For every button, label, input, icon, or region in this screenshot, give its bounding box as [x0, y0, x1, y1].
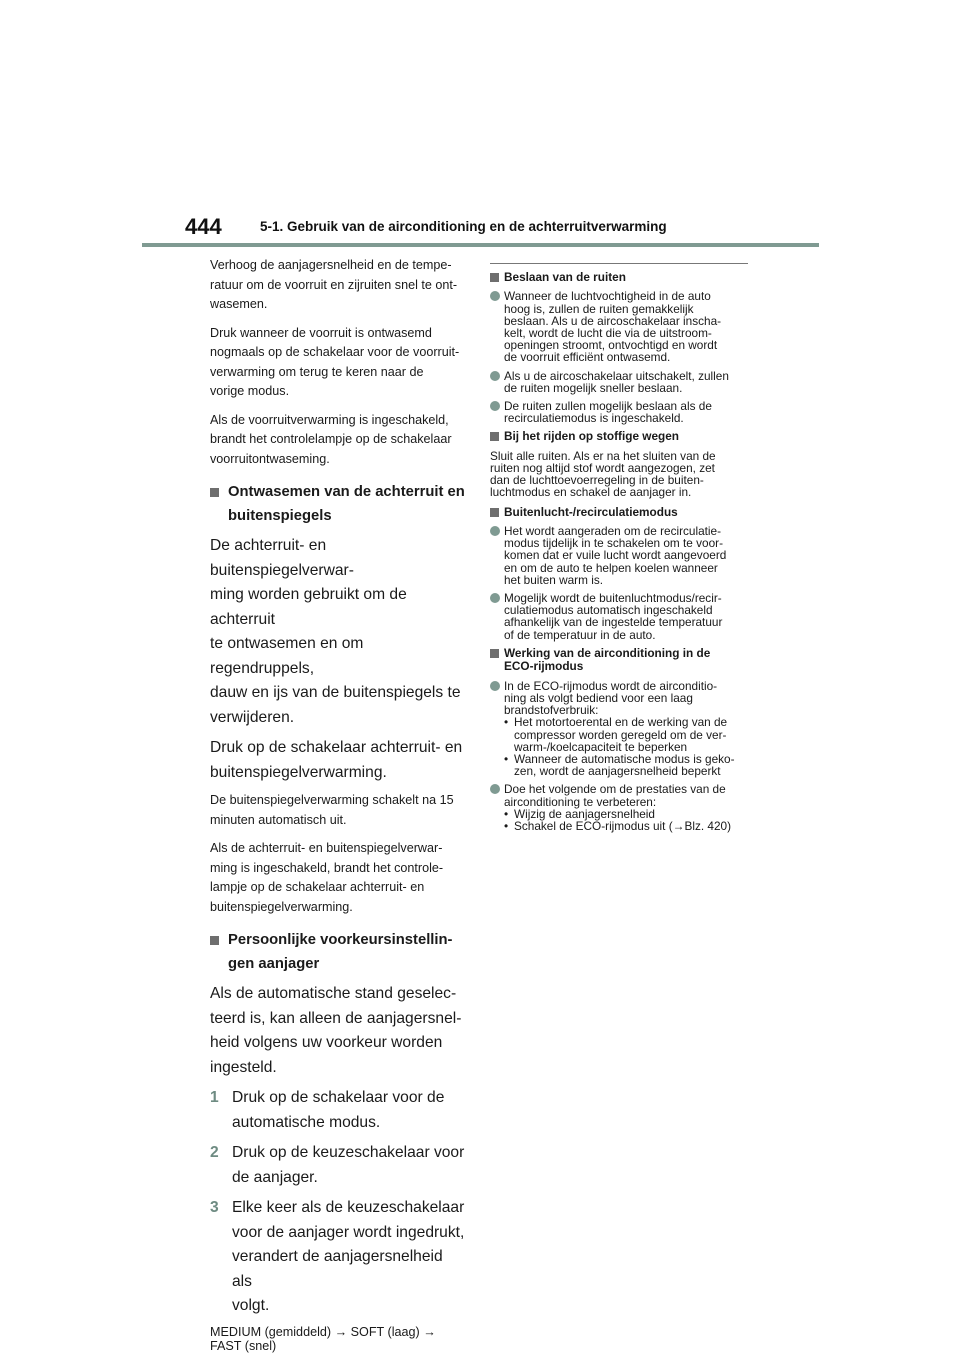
left-column	[210, 256, 466, 1353]
sub-bullet-list	[504, 716, 748, 777]
round-bullet-icon	[490, 371, 500, 381]
step-number: 3	[210, 1199, 219, 1216]
square-bullet-icon	[210, 936, 219, 945]
section-heading: Ontwasemen van de achterruit en buitenspiegels	[210, 481, 466, 528]
subsection-heading: Werking van de airconditioning in de ECO-rijmodus	[490, 647, 748, 674]
steps-list	[210, 1086, 466, 1319]
square-bullet-icon	[210, 488, 219, 497]
round-bullet-icon	[490, 291, 500, 301]
subsection-heading: Buitenlucht-/recirculatiemodus	[490, 506, 748, 519]
paragraph: Druk wanneer de voorruit is ontwasemd nogmaals op de schakelaar voor de voorruit- verwarming om terug te keren naar de vorige modus.	[210, 325, 460, 398]
paragraph: Als de achterruit- en buitenspiegelverwar- ming is ingeschakeld, brandt het controle- lampje op de schakelaar achterruit- en buitenspiegelverwarming.	[210, 841, 444, 914]
dot-bullet-icon: •	[504, 715, 509, 730]
bullet-item: Mogelijk wordt de buitenluchtmodus/recir- culatiemodus automatisch ingeschakeld afhankelijk van de ingestelde temperatuur of de temperatuur in de auto.	[490, 592, 748, 641]
square-bullet-icon	[490, 649, 499, 658]
right-column	[490, 263, 748, 838]
page-header	[0, 0, 960, 250]
paragraph: De achterruit- en buitenspiegelverwar- ming worden gebruikt om de achterruit te ontwasemen en om regendruppels, dauw en ijs van de buitenspiegels te verwijderen.	[210, 537, 461, 726]
subsection-heading: Beslaan van de ruiten	[490, 271, 748, 284]
header-divider	[142, 243, 819, 247]
bullet-item: De ruiten zullen mogelijk beslaan als de recirculatiemodus is ingeschakeld.	[490, 400, 748, 424]
dot-bullet-icon: •	[504, 818, 509, 833]
paragraph: Verhoog de aanjagersnelheid en de tempe- ratuur om de voorruit en zijruiten snel te ont- wasemen.	[210, 258, 458, 311]
step-item	[210, 1141, 466, 1190]
sub-bullet-item: • Wanneer de automatische modus is geko- zen, wordt de aanjagersnelheid beperkt	[504, 751, 735, 779]
sub-bullet-item: • Schakel de ECO-rijmodus uit (→Blz. 420)	[504, 818, 732, 833]
square-bullet-icon	[490, 508, 499, 517]
round-bullet-icon	[490, 681, 500, 691]
square-bullet-icon	[490, 432, 499, 441]
round-bullet-icon	[490, 526, 500, 536]
step-number: 2	[210, 1144, 219, 1161]
dot-bullet-icon: •	[504, 806, 509, 821]
bullet-item: In de ECO-rijmodus wordt de airconditio- ning als volgt bediend voor een laag brandstofverbruik: • Het motortoerental en de werking van de compressor worden geregeld om de ver- warm-/koelcapaciteit te beperken • Wanneer de automatische modus is geko- zen, wordt de aanjagersnelheid beperkt	[490, 680, 748, 778]
bullet-list	[490, 525, 748, 641]
paragraph: Sluit alle ruiten. Als er na het sluiten van de ruiten nog altijd stof wordt aangezogen, zet dan de luchttoevoerregeling in de buiten- luchtmodus en schakel de aanjager in.	[490, 448, 716, 500]
page-number: 444	[185, 214, 222, 239]
step-number: 1	[210, 1089, 219, 1106]
round-bullet-icon	[490, 784, 500, 794]
dot-bullet-icon: •	[504, 751, 509, 766]
sub-bullet-item: • Wijzig de aanjagersnelheid	[504, 806, 655, 821]
section-title: 5-1. Gebruik van de airconditioning en de achterruitverwarming	[260, 219, 667, 234]
subsection-heading: Bij het rijden op stoffige wegen	[490, 430, 748, 443]
paragraph: Als de automatische stand geselec- teerd is, kan alleen de aanjagersnel- heid volgens uw voorkeur worden ingesteld.	[210, 985, 462, 1076]
paragraph: De buitenspiegelverwarming schakelt na 15 minuten automatisch uit.	[210, 793, 454, 827]
bullet-item: Doe het volgende om de prestaties van de airconditioning te verbeteren: • Wijzig de aanjagersnelheid • Schakel de ECO-rijmodus uit (→Blz. 420)	[490, 783, 748, 832]
bullet-item: Als u de aircoschakelaar uitschakelt, zullen de ruiten mogelijk sneller beslaan.	[490, 370, 748, 394]
column-divider	[490, 263, 748, 264]
paragraph: Druk op de schakelaar achterruit- en buitenspiegelverwarming.	[210, 739, 463, 781]
bullet-item: Het wordt aangeraden om de recirculatie- modus tijdelijk in te schakelen om te voor- komen dat er vuile lucht wordt aangevoerd en om de auto te helpen koelen wanneer het buiten warm is.	[490, 525, 748, 586]
step-text: Druk op de keuzeschakelaar voor de aanjager.	[232, 1144, 465, 1186]
round-bullet-icon	[490, 593, 500, 603]
paragraph: Als de voorruitverwarming is ingeschakeld, brandt het controlelampje op de schakelaar voorruitontwaseming.	[210, 412, 452, 466]
sub-bullet-list	[504, 808, 748, 832]
step-text: Elke keer als de keuzeschakelaar voor de aanjager wordt ingedrukt, verandert de aanjagersnelheid als volgt.	[232, 1199, 465, 1314]
step-text: Druk op de schakelaar voor de automatische modus.	[232, 1089, 445, 1131]
section-heading: Persoonlijke voorkeursinstellin- gen aanjager	[210, 929, 466, 976]
sub-bullet-item: • Het motortoerental en de werking van de compressor worden geregeld om de ver- warm-/koelcapaciteit te beperken	[504, 715, 728, 754]
round-bullet-icon	[490, 401, 500, 411]
step-item	[210, 1196, 466, 1319]
bullet-list	[490, 290, 748, 424]
step-item	[210, 1086, 466, 1135]
square-bullet-icon	[490, 273, 499, 282]
bullet-item: Wanneer de luchtvochtigheid in de auto hoog is, zullen de ruiten gemakkelijk beslaan. Als u de aircoschakelaar inscha- kelt, wordt de lucht die via de uitstroom- openingen stroomt, ontvochtigd en wordt de voorruit efficiënt ontwasemd.	[490, 290, 748, 363]
speed-sequence: MEDIUM (gemiddeld) → SOFT (laag) → FAST (snel)	[210, 1324, 436, 1353]
